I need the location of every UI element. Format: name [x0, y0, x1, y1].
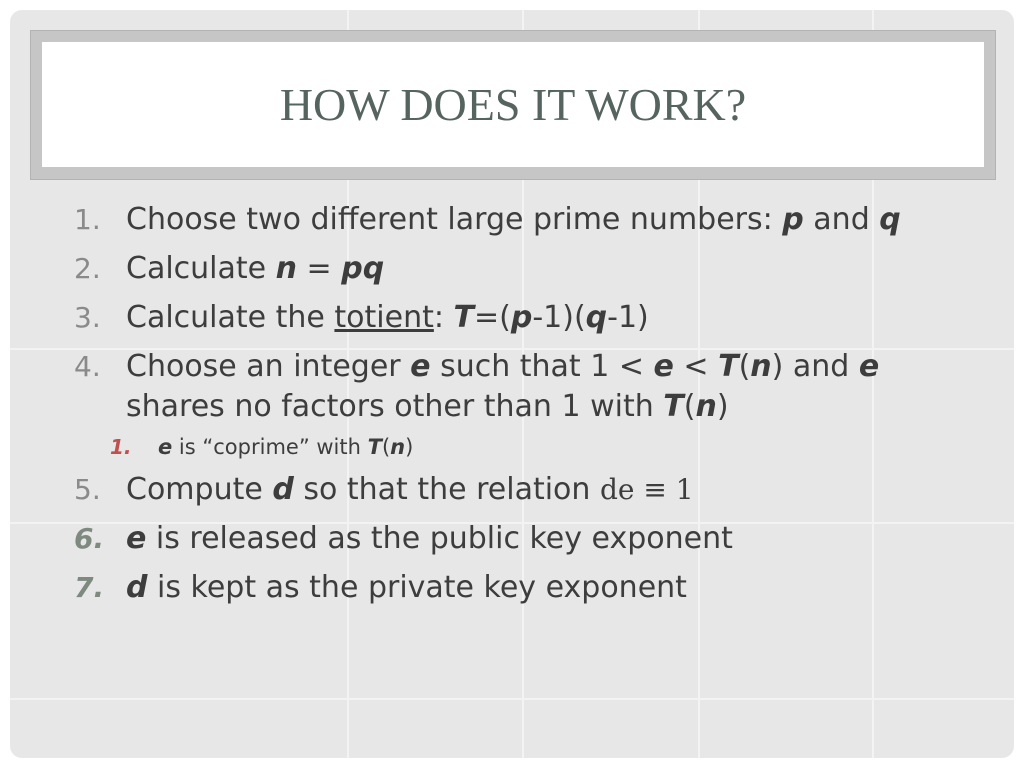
list-item — [10, 519, 1014, 559]
item-text-part: is released as the public key exponent — [146, 521, 733, 556]
item-text-part: T — [367, 435, 382, 459]
item-text-part: pq — [341, 251, 385, 286]
item-text-part: Choose an integer — [126, 349, 411, 384]
item-text-part: n — [750, 349, 772, 384]
item-text-part: Calculate the — [126, 300, 335, 335]
item-text-part: =( — [474, 300, 511, 335]
item-text-part: d — [272, 472, 294, 507]
list-item — [10, 200, 1014, 240]
item-text-part: ( — [738, 349, 751, 384]
item-text-part: n — [275, 251, 298, 286]
item-text-part: p — [782, 202, 804, 237]
item-text-part: so that the relation — [293, 472, 600, 507]
item-text-part: e — [653, 349, 674, 384]
item-text-part: -1)( — [532, 300, 586, 335]
item-text-part: Calculate — [126, 251, 276, 286]
item-text-part: n — [695, 389, 717, 424]
item-text-part: < — [673, 349, 719, 384]
slide — [10, 10, 1014, 758]
list-number: 2. — [74, 252, 101, 285]
grid-line — [10, 698, 1014, 700]
item-text-part: Choose two different large prime numbers: — [126, 202, 783, 237]
totient-link[interactable]: totient — [334, 300, 434, 335]
item-text-part: ) — [716, 389, 729, 424]
item-text-part: e — [158, 435, 173, 459]
sub-list-number: 1. — [110, 435, 132, 459]
item-text-part: e — [858, 349, 880, 384]
item-text-part: and — [803, 202, 880, 237]
item-text-part: is kept as the private key exponent — [147, 570, 687, 605]
item-text-part: d — [126, 570, 148, 605]
list-item — [10, 347, 1014, 427]
content-list — [10, 200, 1014, 617]
item-text-part: T — [718, 349, 739, 384]
item-text-part: q — [585, 300, 608, 335]
item-text-part: shares no factors other than 1 with — [126, 389, 664, 424]
item-text-part: such that 1 < — [430, 349, 654, 384]
list-number: 4. — [74, 350, 101, 383]
item-text-part: T — [663, 389, 684, 424]
list-number: 6. — [74, 522, 105, 555]
item-text-part: ) — [405, 435, 414, 459]
sub-list-item — [10, 432, 1014, 462]
title-frame — [30, 30, 996, 180]
item-text-part: e — [410, 349, 431, 384]
list-item — [10, 568, 1014, 608]
list-item — [10, 298, 1014, 338]
item-text-part: q — [879, 202, 901, 237]
item-text-part: : — [433, 300, 454, 335]
slide-title: HOW DOES IT WORK? — [279, 79, 747, 130]
item-text-part: ( — [381, 435, 391, 459]
item-text-part: -1) — [607, 300, 649, 335]
list-number: 5. — [74, 473, 101, 506]
item-text-part: e — [126, 521, 147, 556]
list-item — [10, 470, 1014, 510]
item-text-part: T — [453, 300, 474, 335]
item-text-part: = — [297, 251, 342, 286]
list-number: 7. — [74, 571, 105, 604]
item-text-part: ) and — [771, 349, 859, 384]
item-text-part: de ≡ 1 — [599, 473, 694, 506]
list-number: 3. — [74, 301, 101, 334]
item-text-part: is “coprime” with — [172, 435, 368, 459]
item-text-part: Compute — [126, 472, 273, 507]
title-box — [42, 42, 984, 167]
list-number: 1. — [74, 203, 101, 236]
item-text-part: n — [390, 435, 406, 459]
list-item — [10, 249, 1014, 289]
item-text-part: p — [510, 300, 533, 335]
item-text-part: ( — [683, 389, 696, 424]
